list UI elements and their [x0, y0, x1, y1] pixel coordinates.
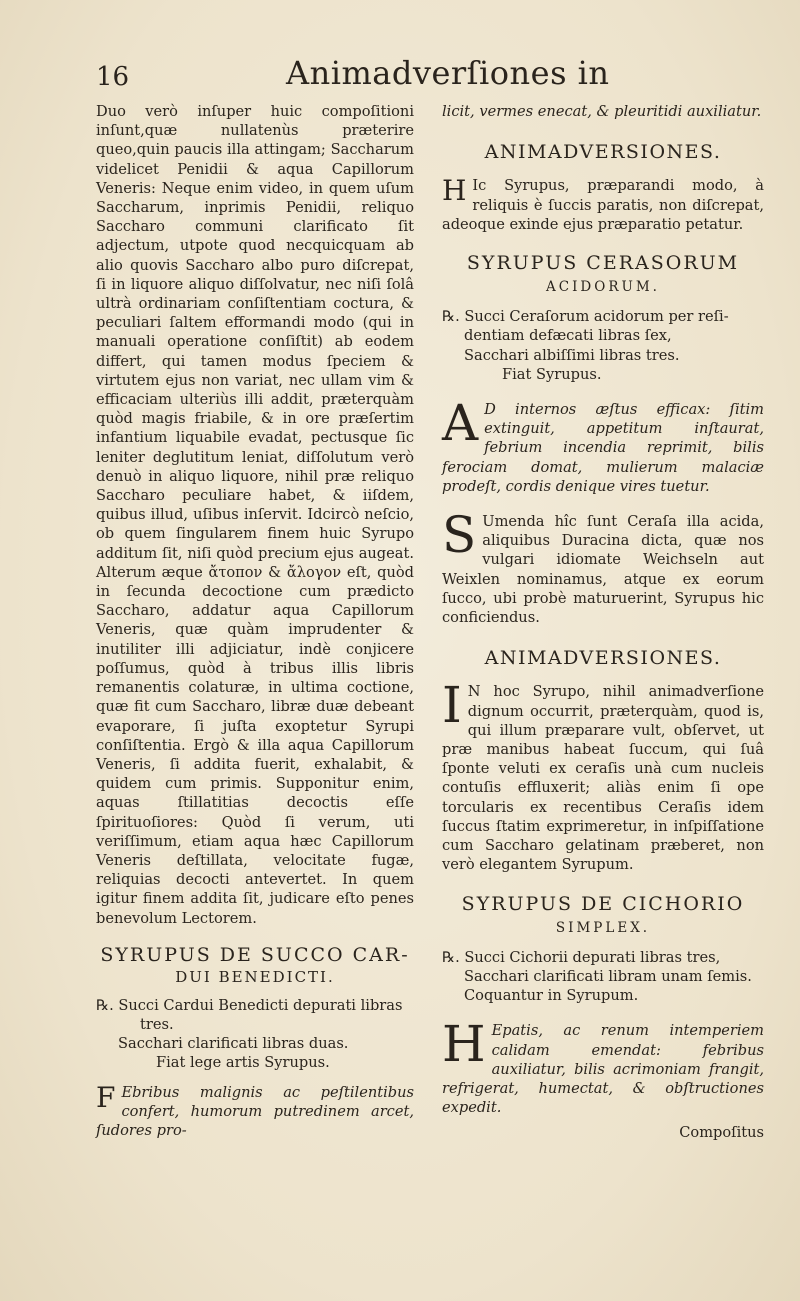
heading-line-2: DUI BENEDICTI. [175, 967, 335, 986]
drop-cap: H [442, 1015, 486, 1074]
sumenda-paragraph [442, 506, 764, 627]
animadversio-paragraph-2 [442, 676, 764, 874]
virtue-text: D internos æſtus efficax: ſitim extinguit, appetitum inſtaurat, febrium incendia reprimit, bilis ferociam domat, mulierum malaciæ prodeſt, cordis denique vires tuetur. [442, 401, 764, 495]
virtue-paragraph-cichorio [442, 1015, 764, 1117]
recipe-line: Fiat lege artis Syrupus. [156, 1054, 330, 1072]
recipe-line: Sacchari clarificati libram unam ſemis. [464, 967, 752, 985]
recipe-line: Sacchari clarificati libras duas. [118, 1035, 349, 1053]
drop-cap: A [442, 394, 479, 453]
animadversio-text: N hoc Syrupo, nihil animadverſione dignum occurrit, præterquàm, quod is, qui illum præparare vult, obſervet, ut præ manibus habeat ſuccum, qui ſuâ ſponte veluti ex ceraſis unà cum nucleis contuſis effluxerit; aliàs enim ſi ope torcularis ex recentibus Ceraſis idem ſuccus ſtatim exprimeretur, in inſpiſſatione cum Saccharo gelatinam præberet, non verò elegantem Syrupum. [442, 683, 764, 874]
recipe-line: ℞. Succi Ceraſorum acidorum per reſi- [442, 308, 729, 326]
section-heading-cerasorum: SYRUPUS CERASORUM [466, 252, 740, 275]
drop-cap: S [442, 506, 477, 565]
page-number: 16 [96, 62, 130, 92]
drop-cap: H [442, 174, 467, 208]
recipe-cerasorum [442, 307, 764, 384]
virtue-text: Epatis, ac renum intemperiem calidam emendat: febribus auxiliatur, bilis acrimoniam frangit, refrigerat, humectat, & obſtructiones expedit. [442, 1022, 764, 1117]
heading-line-1: SYRUPUS DE SUCCO CAR- [100, 943, 410, 966]
left-column [96, 102, 414, 1140]
right-column [442, 102, 764, 1143]
recipe-cichorio [442, 948, 764, 1006]
catchword: Compoſitus [679, 1124, 764, 1142]
drop-cap: F [96, 1080, 116, 1114]
recipe-line: Sacchari albiſſimi libras tres. [464, 346, 680, 364]
animadversio-text: Ic Syrupus, præparandi modo, à reliquis è ſuccis paratis, non diſcrepat, adeoque exinde ejus præparatio petatur. [442, 177, 764, 233]
animadversiones-heading-2: ANIMADVERSIONES. [484, 647, 722, 670]
virtue-paragraph-cerasorum [442, 394, 764, 496]
recipe-line: Coquantur in Syrupum. [464, 987, 639, 1005]
page-header [96, 54, 716, 94]
recipe-line: ℞. Succi Cardui Benedicti depurati libras [96, 996, 403, 1014]
virtue-text: Ebribus malignis ac peſtilentibus confert, humorum putredinem arcet, ſudores pro- [96, 1083, 414, 1139]
sumenda-text: Umenda hîc ſunt Ceraſa illa acida, aliquibus Duracina dicta, quæ nos vulgari idiomate Weichseln aut Weixlen nominamus, atque ex eorum ſucco, ubi probè maturuerint, Syrupus hic conficiendus. [442, 513, 764, 627]
animadversio-paragraph-1 [442, 176, 764, 234]
recipe-line: Fiat Syrupus. [502, 365, 602, 383]
drop-cap: I [442, 676, 462, 735]
recipe-line: ℞. Succi Cichorii depurati libras tres, [442, 948, 721, 966]
recipe-line: dentiam defæcati libras ſex, [464, 327, 672, 345]
running-title: Animadverſiones in [286, 54, 610, 92]
virtue-paragraph-cardui [96, 1080, 414, 1141]
continuation-text: licit, vermes enecat, & pleuritidi auxiliatur. [442, 103, 762, 120]
section-heading-cardui [96, 944, 414, 988]
section-subheading-cerasorum: ACIDORUM. [546, 279, 660, 296]
recipe-cardui [96, 996, 414, 1073]
recipe-line: tres. [140, 1015, 174, 1033]
commentary-paragraph: Duo verò inſuper huic compoſitioni inſunt,quæ nullatenùs præterire queo,quin paucis illa attingam; Saccharum videlicet Penidii & aqua Capillorum Veneris: Neque enim video, in quem uſum Saccharum, inprimis Penidii, reliquo Saccharo communi clarificato ſit adjectum, utpote quod necquicquam ab alio quovis Saccharo albo puro diſcrepat, ſi in liquore aliquo diſſolvatur, nec niſi ſolâ ultrà ordinariam conſiſtentiam coctura, & peculiari ſaltem efformandi modo (qui in manuali operatione conſiſtit) ab eodem differt, qui tamen modus ſpeciem & virtutem ejus non variat, nec ullam vim & efficaciam ulteriùs illi addit, præterquàm quòd magis friabile, & in ore præſertim infantium liquabile evadat, pectusque ſic leniter deglutitum leniat, diſſolutum verò denuò in aliquo liquore, nihil præ reliquo Saccharo peculiare habet, & iiſdem, quibus illud, uſibus inſervit. Idcircò neſcio, ob quem ſingularem finem huic Syrupo additum ſit, niſi quòd precium ejus augeat. Alterum æque ἄτοπον & ἄλογον eſt, quòd in ſecunda decoctione cum prædicto Saccharo, addatur aqua Capillorum Veneris, quæ quàm imprudenter & inutiliter illi adjiciatur, indè conjicere poſſumus, quòd à tribus illis libris remanentis colaturæ, in ultima coctione, quæ fit cum Saccharo, libræ duæ debeant evaporare, ſi juſta exoptetur Syrupi conſiſtentia. Ergò & illa aqua Capillorum Veneris, ſi addita fuerit, exhalabit, & quidem cum primis. Supponitur enim, aquas ſtillatitias decoctis eſſe ſpirituoſiores: Quòd ſi verum, uti veriſſimum, etiam aqua hæc Capillorum Veneris deſtillata, velocitate fugæ, reliquias decocti antevertet. In quem igitur finem addita ſit, judicare eſto penes benevolum Lectorem. [96, 103, 414, 927]
animadversiones-heading-1: ANIMADVERSIONES. [484, 141, 722, 164]
section-subheading-cichorio: SIMPLEX. [555, 919, 651, 936]
section-heading-cichorio: SYRUPUS DE CICHORIO [461, 892, 745, 915]
